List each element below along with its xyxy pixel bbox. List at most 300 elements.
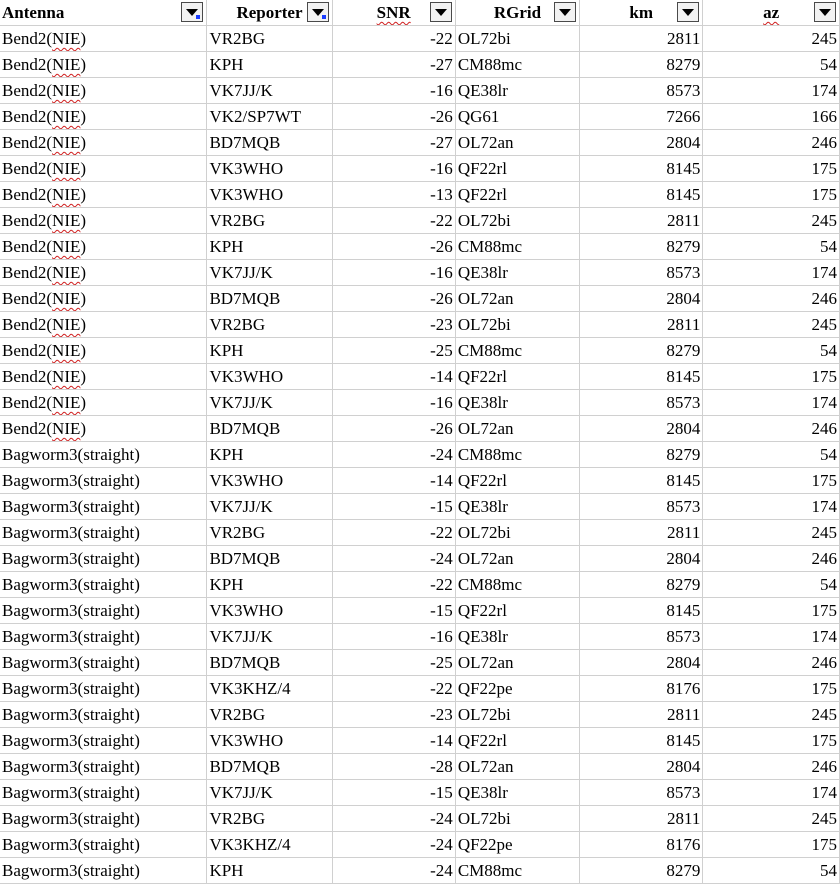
cell-value: OL72bi	[457, 523, 511, 542]
cell-az[interactable]	[703, 182, 840, 208]
cell-antenna[interactable]	[0, 260, 207, 286]
cell-az[interactable]	[703, 442, 840, 468]
cell-value: 8573	[666, 783, 701, 802]
cell-snr[interactable]	[332, 364, 455, 390]
cell-km[interactable]	[580, 780, 703, 806]
cell-reporter[interactable]	[207, 234, 332, 260]
cell-value: KPH	[209, 445, 244, 464]
cell-antenna[interactable]	[0, 624, 207, 650]
cell-antenna[interactable]	[0, 156, 207, 182]
cell-rgrid[interactable]	[455, 234, 579, 260]
cell-km[interactable]	[580, 312, 703, 338]
cell-snr[interactable]	[332, 208, 455, 234]
cell-rgrid[interactable]	[455, 832, 579, 858]
cell-value: VK7JJ/K	[209, 497, 273, 516]
cell-antenna[interactable]	[0, 650, 207, 676]
cell-km[interactable]	[580, 520, 703, 546]
cell-value: VR2BG	[209, 29, 266, 48]
cell-value: Bend2(NIE)	[2, 81, 87, 100]
cell-reporter[interactable]	[207, 754, 332, 780]
cell-rgrid[interactable]	[455, 728, 579, 754]
cell-value: VR2BG	[209, 315, 266, 334]
table-row	[0, 338, 840, 364]
table-row	[0, 78, 840, 104]
cell-reporter[interactable]	[207, 546, 332, 572]
cell-value: 175	[811, 185, 837, 204]
cell-reporter[interactable]	[207, 156, 332, 182]
cell-km[interactable]	[580, 624, 703, 650]
table-row	[0, 702, 840, 728]
spelling-mark: NIE	[52, 133, 81, 152]
cell-reporter[interactable]	[207, 468, 332, 494]
cell-antenna[interactable]	[0, 546, 207, 572]
cell-rgrid[interactable]	[455, 208, 579, 234]
cell-antenna[interactable]	[0, 208, 207, 234]
autofilter-button-antenna[interactable]	[181, 2, 203, 22]
cell-az[interactable]	[703, 832, 840, 858]
cell-rgrid[interactable]	[455, 312, 579, 338]
cell-snr[interactable]	[332, 494, 455, 520]
cell-km[interactable]	[580, 832, 703, 858]
cell-rgrid[interactable]	[455, 572, 579, 598]
cell-reporter[interactable]	[207, 416, 332, 442]
autofilter-button-az[interactable]	[814, 2, 836, 22]
cell-reporter[interactable]	[207, 702, 332, 728]
cell-reporter[interactable]	[207, 832, 332, 858]
cell-snr[interactable]	[332, 780, 455, 806]
cell-antenna[interactable]	[0, 416, 207, 442]
spelling-mark: NIE	[52, 237, 81, 256]
cell-value: VK3KHZ/4	[209, 679, 291, 698]
cell-snr[interactable]	[332, 702, 455, 728]
cell-value: 8279	[666, 341, 701, 360]
table-row	[0, 364, 840, 390]
cell-antenna[interactable]	[0, 702, 207, 728]
cell-antenna[interactable]	[0, 78, 207, 104]
cell-value: -16	[430, 263, 453, 282]
cell-antenna[interactable]	[0, 130, 207, 156]
cell-rgrid[interactable]	[455, 416, 579, 442]
cell-rgrid[interactable]	[455, 624, 579, 650]
cell-antenna[interactable]	[0, 338, 207, 364]
cell-km[interactable]	[580, 546, 703, 572]
cell-snr[interactable]	[332, 650, 455, 676]
cell-snr[interactable]	[332, 286, 455, 312]
cell-rgrid[interactable]	[455, 182, 579, 208]
cell-snr[interactable]	[332, 572, 455, 598]
cell-rgrid[interactable]	[455, 338, 579, 364]
cell-rgrid[interactable]	[455, 702, 579, 728]
cell-value: OL72bi	[457, 211, 511, 230]
cell-value: 174	[811, 627, 837, 646]
cell-value: 2804	[666, 289, 701, 308]
cell-antenna[interactable]	[0, 364, 207, 390]
table-row	[0, 754, 840, 780]
column-header-rgrid[interactable]	[455, 0, 579, 26]
cell-rgrid[interactable]	[455, 780, 579, 806]
cell-antenna[interactable]	[0, 676, 207, 702]
cell-az[interactable]	[703, 104, 840, 130]
cell-value: 8279	[666, 575, 701, 594]
cell-value: 54	[820, 575, 837, 594]
cell-antenna[interactable]	[0, 390, 207, 416]
cell-antenna[interactable]	[0, 858, 207, 884]
cell-reporter[interactable]	[207, 780, 332, 806]
cell-antenna[interactable]	[0, 26, 207, 52]
cell-snr[interactable]	[332, 130, 455, 156]
cell-snr[interactable]	[332, 416, 455, 442]
cell-value: -26	[430, 237, 453, 256]
column-header-az[interactable]	[703, 0, 840, 26]
cell-km[interactable]	[580, 754, 703, 780]
cell-value: OL72an	[457, 549, 514, 568]
cell-value: -23	[430, 705, 453, 724]
cell-value: QF22rl	[457, 601, 507, 620]
dropdown-arrow-icon	[435, 9, 447, 16]
cell-rgrid[interactable]	[455, 286, 579, 312]
cell-value: 246	[811, 653, 837, 672]
cell-az[interactable]	[703, 494, 840, 520]
cell-value: VR2BG	[209, 523, 266, 542]
cell-reporter[interactable]	[207, 312, 332, 338]
cell-value: BD7MQB	[209, 289, 281, 308]
cell-rgrid[interactable]	[455, 520, 579, 546]
cell-az[interactable]	[703, 572, 840, 598]
cell-snr[interactable]	[332, 520, 455, 546]
cell-value: -15	[430, 497, 453, 516]
cell-value: 8176	[666, 679, 701, 698]
cell-az[interactable]	[703, 234, 840, 260]
column-header-label: km	[629, 3, 653, 22]
cell-snr[interactable]	[332, 182, 455, 208]
cell-value: KPH	[209, 575, 244, 594]
cell-value: Bend2(NIE)	[2, 341, 87, 360]
cell-rgrid[interactable]	[455, 390, 579, 416]
cell-value: VK3WHO	[209, 185, 284, 204]
column-header-km[interactable]	[580, 0, 703, 26]
cell-antenna[interactable]	[0, 806, 207, 832]
cell-value: QG61	[457, 107, 500, 126]
cell-rgrid[interactable]	[455, 52, 579, 78]
dropdown-arrow-icon	[819, 9, 831, 16]
cell-value: 174	[811, 81, 837, 100]
cell-snr[interactable]	[332, 832, 455, 858]
autofilter-button-km[interactable]	[677, 2, 699, 22]
cell-km[interactable]	[580, 858, 703, 884]
cell-reporter[interactable]	[207, 650, 332, 676]
cell-km[interactable]	[580, 286, 703, 312]
cell-snr[interactable]	[332, 78, 455, 104]
cell-km[interactable]	[580, 182, 703, 208]
cell-reporter[interactable]	[207, 26, 332, 52]
cell-snr[interactable]	[332, 390, 455, 416]
cell-value: Bend2(NIE)	[2, 237, 87, 256]
cell-km[interactable]	[580, 156, 703, 182]
cell-snr[interactable]	[332, 312, 455, 338]
cell-km[interactable]	[580, 598, 703, 624]
cell-az[interactable]	[703, 390, 840, 416]
cell-reporter[interactable]	[207, 208, 332, 234]
cell-antenna[interactable]	[0, 572, 207, 598]
cell-az[interactable]	[703, 676, 840, 702]
column-header-snr[interactable]	[332, 0, 455, 26]
column-header-label: RGrid	[493, 3, 542, 22]
cell-value: VK7JJ/K	[209, 393, 273, 412]
cell-reporter[interactable]	[207, 390, 332, 416]
cell-rgrid[interactable]	[455, 78, 579, 104]
cell-snr[interactable]	[332, 338, 455, 364]
cell-km[interactable]	[580, 78, 703, 104]
cell-value: -27	[430, 55, 453, 74]
cell-value: -24	[430, 445, 453, 464]
cell-snr[interactable]	[332, 598, 455, 624]
cell-value: OL72an	[457, 653, 514, 672]
cell-az[interactable]	[703, 26, 840, 52]
cell-az[interactable]	[703, 858, 840, 884]
table-row	[0, 442, 840, 468]
cell-az[interactable]	[703, 156, 840, 182]
cell-antenna[interactable]	[0, 832, 207, 858]
cell-rgrid[interactable]	[455, 26, 579, 52]
cell-value: -24	[430, 835, 453, 854]
cell-reporter[interactable]	[207, 806, 332, 832]
cell-reporter[interactable]	[207, 260, 332, 286]
cell-rgrid[interactable]	[455, 130, 579, 156]
cell-snr[interactable]	[332, 676, 455, 702]
cell-value: -24	[430, 549, 453, 568]
cell-km[interactable]	[580, 728, 703, 754]
cell-rgrid[interactable]	[455, 364, 579, 390]
cell-km[interactable]	[580, 806, 703, 832]
cell-antenna[interactable]	[0, 598, 207, 624]
cell-reporter[interactable]	[207, 572, 332, 598]
cell-km[interactable]	[580, 442, 703, 468]
cell-snr[interactable]	[332, 26, 455, 52]
table-row	[0, 26, 840, 52]
cell-value: 175	[811, 679, 837, 698]
cell-snr[interactable]	[332, 156, 455, 182]
cell-value: 245	[811, 705, 837, 724]
cell-rgrid[interactable]	[455, 546, 579, 572]
cell-value: Bagworm3(straight)	[2, 523, 140, 542]
cell-value: 175	[811, 159, 837, 178]
cell-reporter[interactable]	[207, 364, 332, 390]
cell-km[interactable]	[580, 364, 703, 390]
autofilter-button-snr[interactable]	[430, 2, 452, 22]
cell-antenna[interactable]	[0, 182, 207, 208]
cell-value: -16	[430, 627, 453, 646]
cell-reporter[interactable]	[207, 598, 332, 624]
cell-az[interactable]	[703, 416, 840, 442]
cell-value: Bend2(NIE)	[2, 315, 87, 334]
cell-km[interactable]	[580, 338, 703, 364]
spelling-mark: NIE	[52, 159, 81, 178]
cell-az[interactable]	[703, 260, 840, 286]
cell-az[interactable]	[703, 130, 840, 156]
cell-snr[interactable]	[332, 754, 455, 780]
cell-km[interactable]	[580, 52, 703, 78]
cell-snr[interactable]	[332, 234, 455, 260]
cell-snr[interactable]	[332, 858, 455, 884]
cell-snr[interactable]	[332, 728, 455, 754]
cell-antenna[interactable]	[0, 754, 207, 780]
cell-rgrid[interactable]	[455, 754, 579, 780]
cell-antenna[interactable]	[0, 286, 207, 312]
cell-value: Bagworm3(straight)	[2, 497, 140, 516]
cell-snr[interactable]	[332, 104, 455, 130]
cell-reporter[interactable]	[207, 104, 332, 130]
table-row	[0, 468, 840, 494]
cell-antenna[interactable]	[0, 442, 207, 468]
cell-az[interactable]	[703, 598, 840, 624]
cell-rgrid[interactable]	[455, 156, 579, 182]
cell-km[interactable]	[580, 468, 703, 494]
cell-antenna[interactable]	[0, 312, 207, 338]
cell-value: OL72bi	[457, 29, 511, 48]
cell-reporter[interactable]	[207, 676, 332, 702]
cell-reporter[interactable]	[207, 78, 332, 104]
cell-snr[interactable]	[332, 260, 455, 286]
cell-km[interactable]	[580, 234, 703, 260]
cell-reporter[interactable]	[207, 182, 332, 208]
table-row	[0, 728, 840, 754]
cell-az[interactable]	[703, 208, 840, 234]
cell-value: 2811	[666, 211, 701, 230]
cell-rgrid[interactable]	[455, 806, 579, 832]
cell-rgrid[interactable]	[455, 442, 579, 468]
cell-rgrid[interactable]	[455, 676, 579, 702]
cell-reporter[interactable]	[207, 130, 332, 156]
cell-az[interactable]	[703, 338, 840, 364]
cell-value: 2804	[666, 133, 701, 152]
cell-antenna[interactable]	[0, 728, 207, 754]
spelling-mark: NIE	[52, 55, 81, 74]
cell-rgrid[interactable]	[455, 494, 579, 520]
cell-snr[interactable]	[332, 468, 455, 494]
cell-az[interactable]	[703, 468, 840, 494]
cell-value: CM88mc	[457, 861, 523, 880]
cell-value: OL72an	[457, 419, 514, 438]
autofilter-button-rgrid[interactable]	[554, 2, 576, 22]
cell-snr[interactable]	[332, 624, 455, 650]
cell-km[interactable]	[580, 26, 703, 52]
cell-rgrid[interactable]	[455, 104, 579, 130]
cell-value: Bend2(NIE)	[2, 289, 87, 308]
cell-az[interactable]	[703, 546, 840, 572]
column-header-reporter[interactable]	[207, 0, 332, 26]
cell-antenna[interactable]	[0, 780, 207, 806]
cell-az[interactable]	[703, 780, 840, 806]
cell-antenna[interactable]	[0, 494, 207, 520]
cell-az[interactable]	[703, 520, 840, 546]
cell-value: 2804	[666, 757, 701, 776]
cell-value: -22	[430, 679, 453, 698]
cell-snr[interactable]	[332, 546, 455, 572]
cell-az[interactable]	[703, 754, 840, 780]
cell-reporter[interactable]	[207, 442, 332, 468]
cell-reporter[interactable]	[207, 624, 332, 650]
cell-az[interactable]	[703, 78, 840, 104]
cell-km[interactable]	[580, 390, 703, 416]
cell-reporter[interactable]	[207, 338, 332, 364]
cell-value: 245	[811, 523, 837, 542]
cell-value: 245	[811, 315, 837, 334]
cell-km[interactable]	[580, 494, 703, 520]
cell-reporter[interactable]	[207, 858, 332, 884]
cell-az[interactable]	[703, 312, 840, 338]
cell-antenna[interactable]	[0, 234, 207, 260]
cell-km[interactable]	[580, 676, 703, 702]
cell-km[interactable]	[580, 572, 703, 598]
dropdown-arrow-icon	[682, 9, 694, 16]
cell-value: 54	[820, 861, 837, 880]
filter-active-icon	[196, 15, 200, 19]
cell-az[interactable]	[703, 806, 840, 832]
cell-rgrid[interactable]	[455, 468, 579, 494]
cell-az[interactable]	[703, 52, 840, 78]
table-row	[0, 780, 840, 806]
cell-antenna[interactable]	[0, 52, 207, 78]
cell-antenna[interactable]	[0, 104, 207, 130]
cell-az[interactable]	[703, 624, 840, 650]
table-row	[0, 208, 840, 234]
cell-value: Bagworm3(straight)	[2, 861, 140, 880]
spelling-mark: NIE	[52, 263, 81, 282]
cell-rgrid[interactable]	[455, 858, 579, 884]
autofilter-button-reporter[interactable]	[307, 2, 329, 22]
cell-value: QF22pe	[457, 835, 513, 854]
cell-value: Bagworm3(straight)	[2, 601, 140, 620]
cell-az[interactable]	[703, 702, 840, 728]
cell-az[interactable]	[703, 728, 840, 754]
cell-km[interactable]	[580, 650, 703, 676]
table-row	[0, 390, 840, 416]
cell-km[interactable]	[580, 416, 703, 442]
cell-antenna[interactable]	[0, 468, 207, 494]
cell-snr[interactable]	[332, 52, 455, 78]
table-row	[0, 520, 840, 546]
cell-value: VR2BG	[209, 705, 266, 724]
cell-km[interactable]	[580, 104, 703, 130]
cell-reporter[interactable]	[207, 728, 332, 754]
cell-value: 8145	[666, 367, 701, 386]
cell-rgrid[interactable]	[455, 260, 579, 286]
table-row	[0, 598, 840, 624]
cell-antenna[interactable]	[0, 520, 207, 546]
cell-value: -26	[430, 419, 453, 438]
cell-km[interactable]	[580, 702, 703, 728]
cell-az[interactable]	[703, 650, 840, 676]
cell-km[interactable]	[580, 208, 703, 234]
cell-reporter[interactable]	[207, 52, 332, 78]
cell-az[interactable]	[703, 364, 840, 390]
cell-value: OL72bi	[457, 705, 511, 724]
column-header-antenna[interactable]	[0, 0, 207, 26]
cell-snr[interactable]	[332, 442, 455, 468]
cell-value: -24	[430, 809, 453, 828]
cell-value: OL72bi	[457, 809, 511, 828]
cell-reporter[interactable]	[207, 520, 332, 546]
cell-km[interactable]	[580, 260, 703, 286]
cell-rgrid[interactable]	[455, 650, 579, 676]
cell-az[interactable]	[703, 286, 840, 312]
cell-km[interactable]	[580, 130, 703, 156]
cell-value: BD7MQB	[209, 133, 281, 152]
cell-snr[interactable]	[332, 806, 455, 832]
cell-reporter[interactable]	[207, 286, 332, 312]
cell-reporter[interactable]	[207, 494, 332, 520]
cell-rgrid[interactable]	[455, 598, 579, 624]
